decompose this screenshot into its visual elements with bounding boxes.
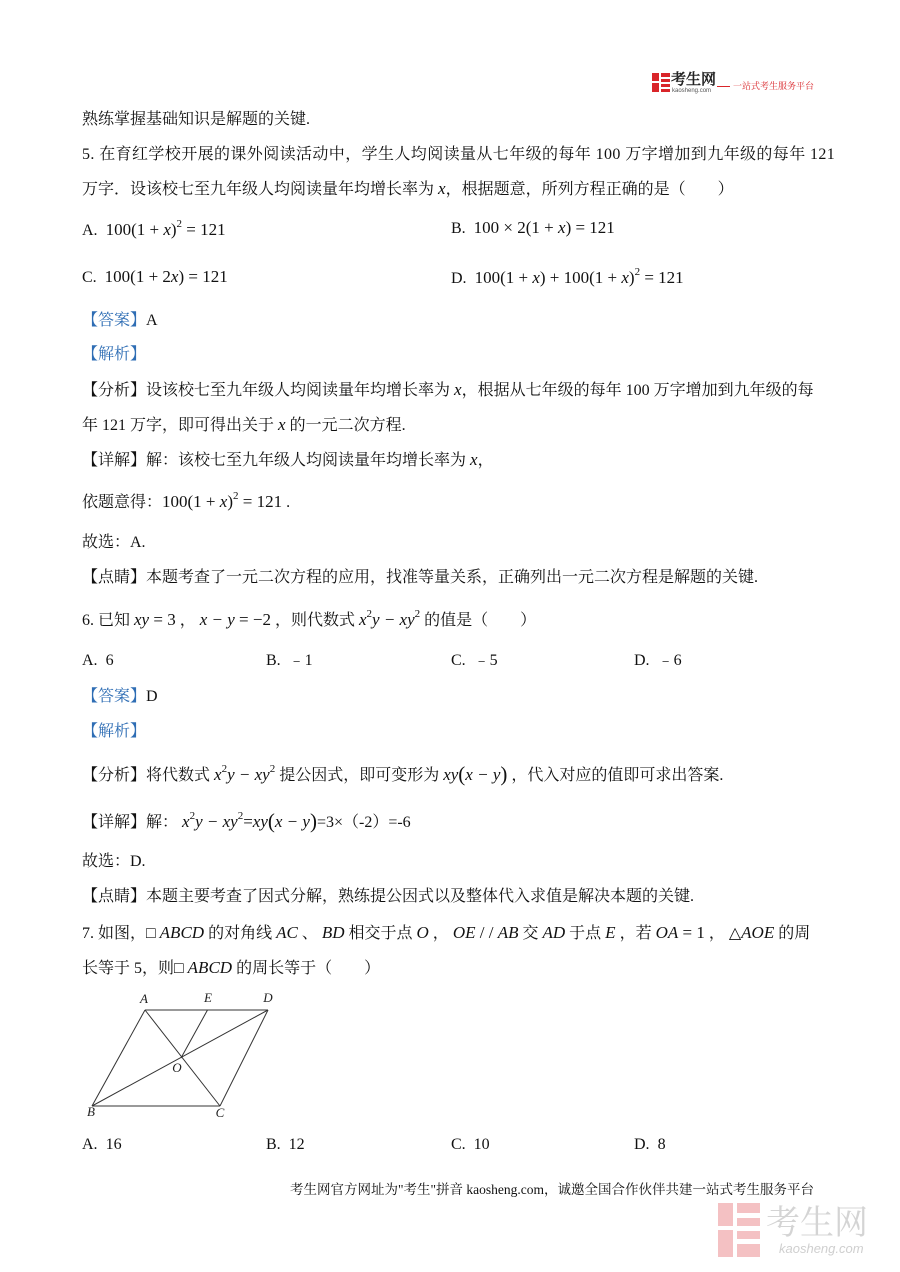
q7-option-a	[82, 1134, 122, 1156]
superscript: 2	[634, 266, 641, 278]
analysis-tag: 【分析】	[82, 382, 147, 399]
variable-x: x	[170, 267, 179, 286]
option-label: C.	[451, 1136, 466, 1153]
figure-label-e: E	[204, 990, 212, 1005]
option-label: C.	[82, 269, 97, 286]
option-value: 16	[105, 1136, 122, 1153]
math-var: y − xy	[372, 610, 415, 629]
math-var: xy	[443, 765, 459, 784]
math-var: xy	[134, 610, 150, 629]
stem-text: 的周	[774, 925, 811, 942]
math: =	[243, 812, 253, 831]
stem-text: ， △	[704, 925, 742, 942]
stem-text: 的值是（ ）	[420, 612, 537, 629]
variable-x: x	[219, 492, 228, 511]
q5-option-c	[82, 266, 228, 288]
figure-label-o: O	[172, 1060, 182, 1075]
math-var: E	[605, 923, 616, 942]
q5-comment	[82, 567, 758, 589]
kaosheng-watermark-icon	[718, 1203, 760, 1257]
math-var: ABCD	[159, 923, 205, 942]
math: )	[227, 492, 233, 511]
q5-detail-line2	[82, 491, 290, 513]
option-label: A.	[82, 652, 98, 669]
parallelogram-figure	[80, 985, 280, 1125]
math-var: y − xy	[195, 812, 238, 831]
math: ) + 100(1 +	[539, 268, 622, 287]
option-label: D.	[634, 652, 650, 669]
stem-text: 相交于点	[344, 925, 417, 942]
option-value: 8	[657, 1136, 666, 1153]
superscript: 2	[237, 810, 244, 822]
stem-text: 长等于 5，则□	[82, 960, 188, 977]
q5-option-a	[82, 219, 226, 241]
math: = 121	[640, 268, 684, 287]
option-value: ﹣6	[657, 652, 682, 669]
superscript: 2	[232, 490, 239, 502]
left-paren: (	[458, 762, 466, 786]
option-value: 12	[288, 1136, 305, 1153]
q7-option-c	[451, 1134, 490, 1156]
comment-text: 本题考查了一元二次方程的应用，找准等量关系，正确列出一元二次方程是解题的关键.	[146, 569, 759, 586]
math: ) = 121	[565, 218, 615, 237]
analysis-tag: 【分析】	[82, 767, 147, 784]
q6-analysis	[82, 762, 723, 784]
figure-label-b: B	[87, 1104, 95, 1119]
q5-option-b	[451, 217, 615, 239]
brand-slogan: 一站式考生服务平台	[733, 81, 815, 91]
q5-analysis-line1	[82, 379, 814, 401]
analysis-text: ，根据从七年级的每年 100 万字增加到九年级的每	[461, 382, 814, 399]
option-label: B.	[451, 220, 466, 237]
stem-text: 交	[518, 925, 543, 942]
option-value: 10	[473, 1136, 490, 1153]
math-var: AC	[276, 923, 298, 942]
q6-choose: 故选：D.	[82, 853, 146, 870]
math: = 3	[149, 610, 176, 629]
q7-stem-line2	[82, 957, 380, 979]
math-var: ABCD	[187, 958, 233, 977]
stem-text: 的周长等于（ ）	[232, 960, 381, 977]
q6-option-d	[634, 650, 682, 672]
math-var: x	[182, 812, 190, 831]
q6-option-a	[82, 650, 114, 672]
intro-line: 熟练掌握基础知识是解题的关键.	[82, 111, 311, 128]
q6-option-b	[266, 650, 313, 672]
stem-text: 万字．设该校七至九年级人均阅读量年均增长率为	[82, 181, 439, 198]
q7-option-b	[266, 1134, 305, 1156]
math-var: AOE	[741, 923, 775, 942]
option-label: B.	[266, 652, 281, 669]
superscript: 2	[414, 608, 421, 620]
stem-text: ，若	[615, 925, 656, 942]
variable-x: x	[470, 450, 478, 469]
stem-text: 7. 如图，□	[82, 925, 160, 942]
detail-text: ，	[477, 452, 494, 469]
comment-tag: 【点睛】	[82, 888, 147, 905]
answer-tag: 【答案】	[82, 312, 147, 329]
math-var: x − y	[199, 610, 235, 629]
math: = −2	[234, 610, 271, 629]
math-var: OA	[655, 923, 679, 942]
superscript: 2	[176, 218, 183, 230]
q6-jiexi-tag: 【解析】	[82, 723, 147, 740]
variable-x: x	[163, 220, 171, 239]
answer-value: D	[146, 688, 158, 705]
superscript: 2	[221, 763, 228, 775]
math: )	[170, 220, 177, 239]
stem-text: ，	[428, 925, 453, 942]
comment-text: 本题主要考查了因式分解，熟练提公因式以及整体代入求值是解决本题的关键.	[146, 888, 695, 905]
math-var: AD	[542, 923, 566, 942]
superscript: 2	[366, 608, 373, 620]
math-var: x − y	[465, 765, 501, 784]
stem-text: ，则代数式	[270, 612, 359, 629]
stem-text: 6. 已知	[82, 612, 135, 629]
stem-text: 的对角线	[204, 925, 277, 942]
math: )	[628, 268, 635, 287]
analysis-text: 的一元二次方程.	[285, 417, 406, 434]
detail-text: 解：该校七至九年级人均阅读量年均增长率为	[146, 452, 471, 469]
stem-text: 、	[297, 925, 322, 942]
figure-label-c: C	[215, 1105, 225, 1120]
answer-tag: 【答案】	[82, 688, 147, 705]
q5-jiexi-tag: 【解析】	[82, 346, 147, 363]
q5-stem-line2	[82, 178, 734, 200]
q5-answer	[82, 310, 158, 332]
comment-tag: 【点睛】	[82, 569, 147, 586]
variable-x: x	[621, 268, 629, 287]
math: = 1	[678, 923, 705, 942]
math-var: xy	[252, 812, 268, 831]
brand-domain: kaosheng.com	[672, 88, 712, 94]
q7-stem-line1	[82, 922, 810, 944]
math-var: x	[214, 765, 222, 784]
q5-analysis-line2	[82, 414, 406, 436]
q6-comment	[82, 886, 694, 908]
diagonal-ac	[145, 1010, 220, 1106]
math: 100(1 +	[474, 268, 533, 287]
detail-tag: 【详解】	[82, 452, 147, 469]
detail-text: .	[282, 494, 291, 511]
q5-stem-line1: 5. 在育红学校开展的课外阅读活动中，学生人均阅读量从七年级的每年 100 万字增加到九年级的每年 121	[82, 146, 836, 163]
option-value: ﹣1	[288, 652, 313, 669]
stem-text: ，	[175, 612, 200, 629]
math-var: BD	[321, 923, 345, 942]
math: = 121	[182, 220, 226, 239]
math: 100 × 2(1 +	[473, 218, 559, 237]
q6-stem	[82, 609, 536, 631]
option-value: 6	[105, 652, 114, 669]
math: ) = 121	[178, 267, 228, 286]
math-var: OE	[452, 923, 476, 942]
math-var: y − xy	[227, 765, 270, 784]
math: 100(1 +	[162, 492, 220, 511]
variable-x: x	[558, 218, 566, 237]
detail-tag: 【详解】	[82, 814, 147, 831]
watermark-brand-name: 考生网	[766, 1204, 868, 1242]
analysis-text: 年 121 万字，即可得出关于	[82, 417, 279, 434]
variable-x: x	[454, 380, 462, 399]
analysis-text: ，代入对应的值即可求出答案.	[507, 767, 724, 784]
q5-option-d	[451, 267, 684, 289]
option-label: B.	[266, 1136, 281, 1153]
superscript: 2	[189, 810, 196, 822]
variable-x: x	[532, 268, 540, 287]
analysis-text: 将代数式	[146, 767, 215, 784]
detail-text: =3×（-2）=-6	[316, 814, 411, 831]
brand-name: 考生网	[671, 71, 717, 88]
q6-detail	[82, 809, 411, 831]
analysis-text: 提公因式，即可变形为	[275, 767, 444, 784]
left-paren: (	[267, 809, 275, 833]
q5-choose: 故选：A.	[82, 534, 146, 551]
math-var: x − y	[274, 812, 310, 831]
math: 100(1 + 2	[104, 267, 171, 286]
kaosheng-logo-icon	[652, 73, 670, 92]
superscript: 2	[269, 763, 276, 775]
answer-value: A	[146, 312, 158, 329]
option-value: ﹣5	[473, 652, 498, 669]
stem-text: ，根据题意，所列方程正确的是（ ）	[445, 181, 734, 198]
math: = 121	[238, 492, 283, 511]
variable-x: x	[278, 415, 286, 434]
math-var: AB	[497, 923, 519, 942]
page-footer: 考生网官方网址为"考生"拼音 kaosheng.com，诚邀全国合作伙伴共建一站式考生服务平台	[290, 1182, 815, 1197]
q6-option-c	[451, 650, 498, 672]
q7-option-d	[634, 1134, 666, 1156]
math: 100(1 +	[105, 220, 164, 239]
detail-text: 依题意得：	[82, 494, 163, 511]
math-var: x	[358, 610, 367, 629]
q5-detail-line1	[82, 449, 494, 471]
math-var: O	[416, 923, 429, 942]
figure-label-a: A	[140, 991, 148, 1006]
segment-oe	[181, 1010, 208, 1058]
right-paren: )	[309, 809, 317, 833]
option-label: A.	[82, 222, 98, 239]
q6-answer	[82, 686, 158, 708]
option-label: C.	[451, 652, 466, 669]
analysis-text: 设该校七至九年级人均阅读量年均增长率为	[146, 382, 455, 399]
watermark-brand-domain: kaosheng.com	[779, 1241, 864, 1256]
detail-text: 解：	[146, 814, 183, 831]
option-label: D.	[634, 1136, 650, 1153]
segment-dc	[220, 1010, 268, 1106]
option-label: A.	[82, 1136, 98, 1153]
option-label: D.	[451, 270, 467, 287]
brand-divider	[717, 86, 730, 87]
right-paren: )	[500, 762, 508, 786]
variable-x: x	[438, 179, 446, 198]
figure-label-d: D	[263, 990, 273, 1005]
math: / /	[475, 923, 498, 942]
stem-text: 于点	[565, 925, 606, 942]
